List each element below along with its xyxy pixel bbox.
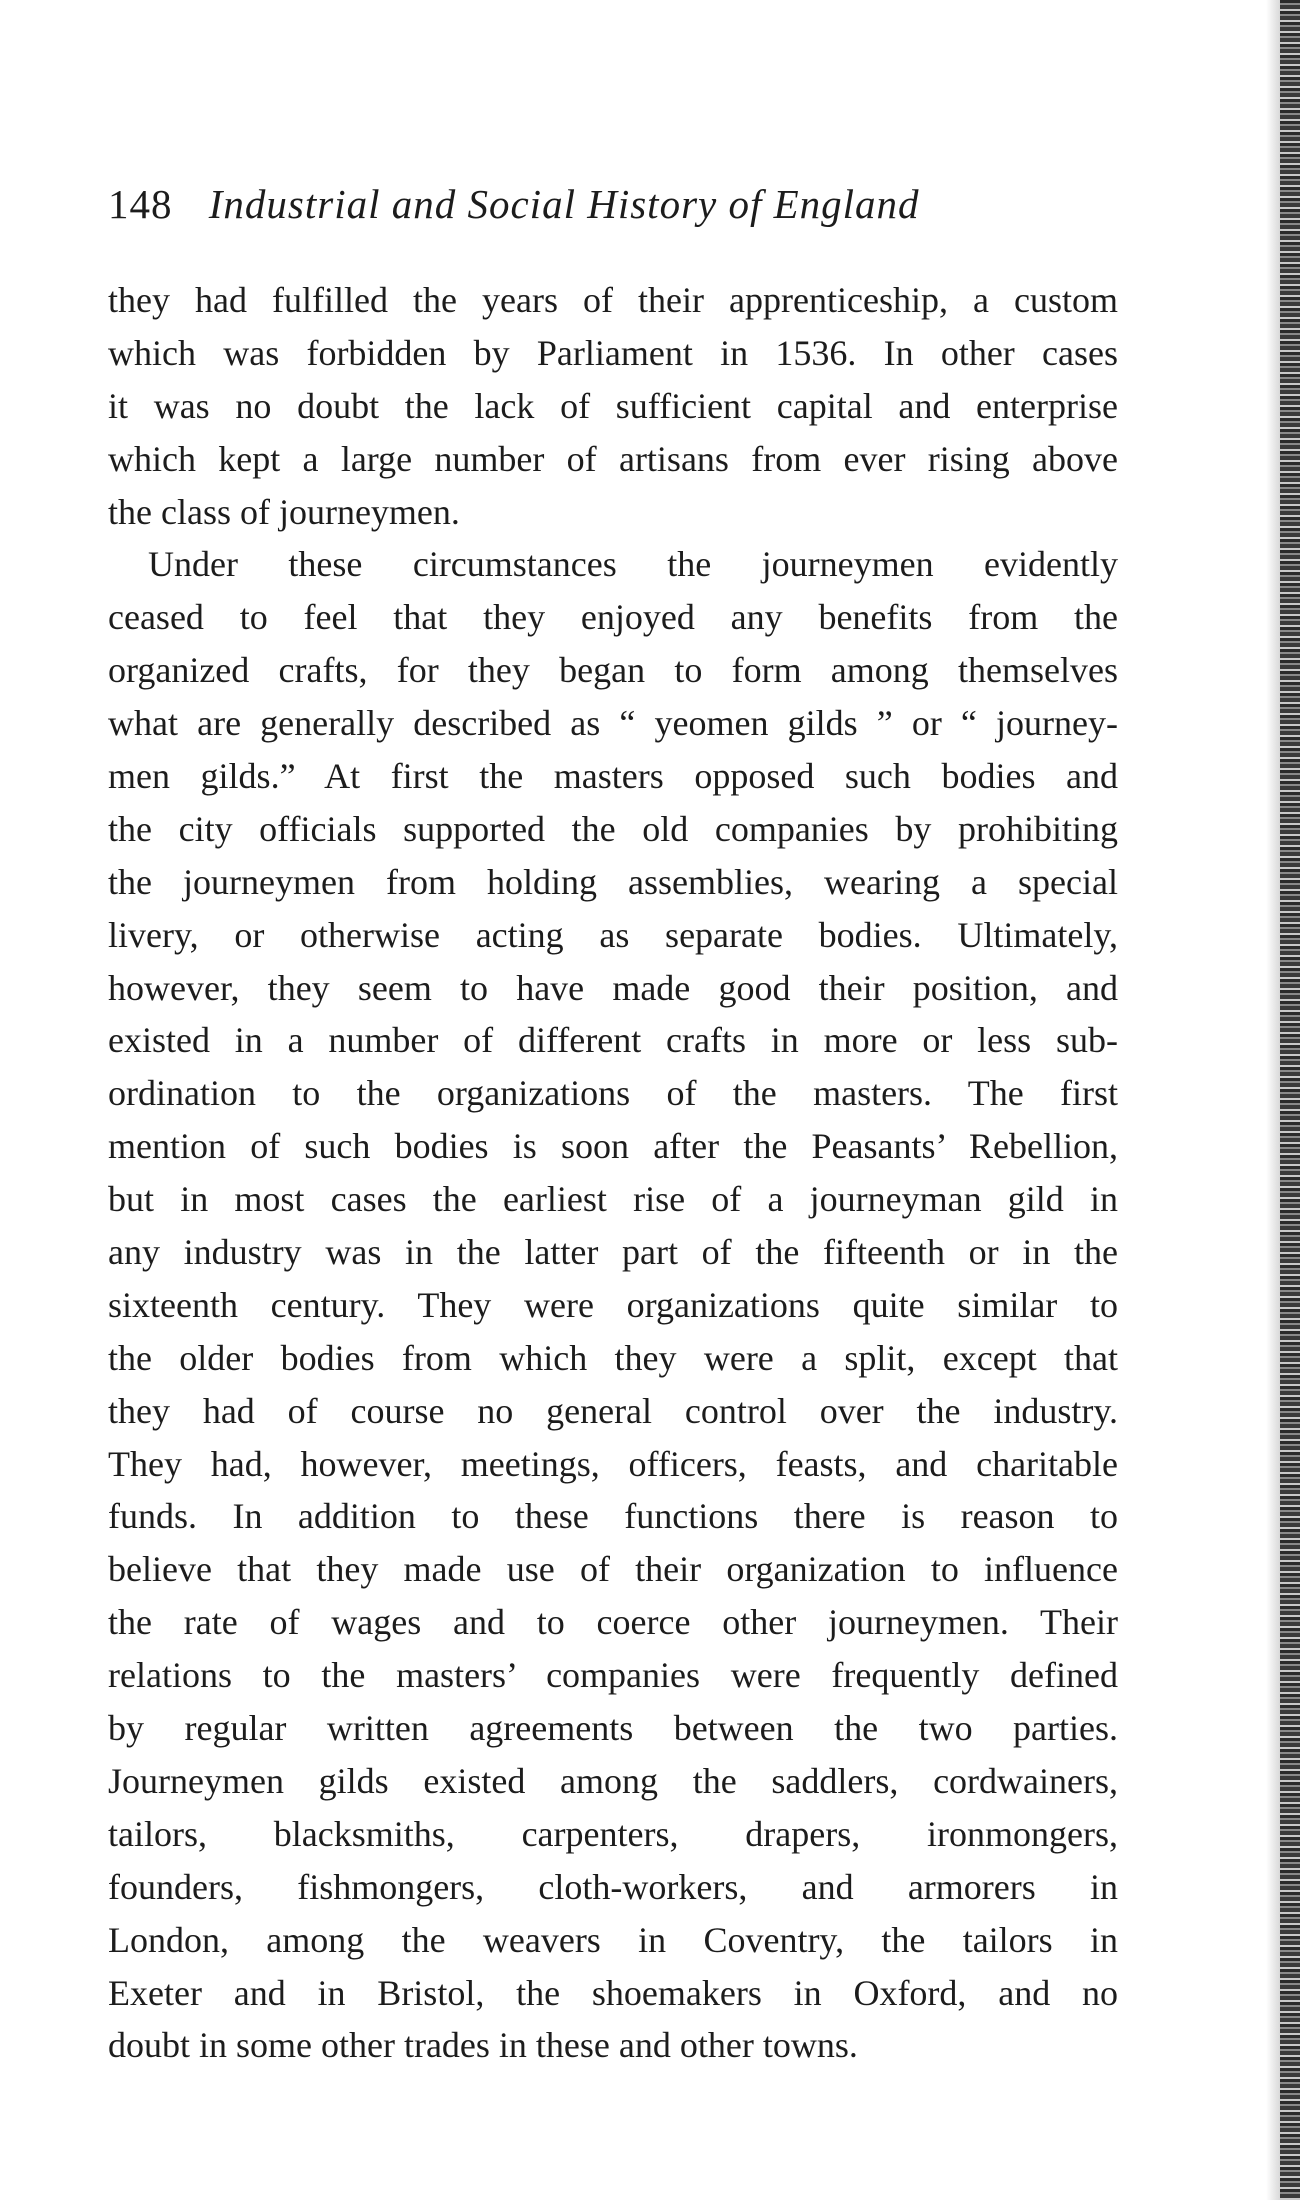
- text-line: organized crafts, for they began to form among themselves: [108, 650, 1118, 691]
- text-line: the journeymen from holding assemblies, wearing a special: [108, 861, 1118, 902]
- page-edge-shadow: [1266, 0, 1280, 2200]
- page-number: 148: [108, 181, 173, 227]
- text-line: any industry was in the latter part of the fifteenth or in the: [108, 1232, 1118, 1273]
- text-line: men gilds.” At first the masters opposed such bodies and: [108, 756, 1118, 797]
- text-line: London, among the weavers in Coventry, the tailors in: [108, 1919, 1118, 1960]
- text-line: the class of journeymen.: [108, 491, 460, 532]
- text-line: sixteenth century. They were organizations quite similar to: [108, 1284, 1118, 1325]
- text-line: existed in a number of different crafts in more or less sub-: [108, 1020, 1118, 1061]
- text-line: what are generally described as “ yeomen gilds ” or “ journey-: [108, 703, 1118, 744]
- text-line: livery, or otherwise acting as separate bodies. Ultimately,: [108, 914, 1118, 955]
- text-line: tailors, blacksmiths, carpenters, drapers, ironmongers,: [108, 1813, 1118, 1854]
- text-line: relations to the masters’ companies were frequently defined: [108, 1655, 1118, 1696]
- text-line: but in most cases the earliest rise of a journeyman gild in: [108, 1179, 1118, 1220]
- text-line: ordination to the organizations of the masters. The first: [108, 1073, 1118, 1114]
- text-line: believe that they made use of their organization to influence: [108, 1549, 1118, 1590]
- text-line: ceased to feel that they enjoyed any benefits from the: [108, 597, 1118, 638]
- running-header: [108, 178, 1108, 230]
- text-line: They had, however, meetings, officers, feasts, and charitable: [108, 1443, 1118, 1484]
- text-line: doubt in some other trades in these and other towns.: [108, 2025, 858, 2066]
- body-text: [108, 274, 1118, 2072]
- book-binding-edge: [1280, 0, 1300, 2200]
- text-line: mention of such bodies is soon after the Peasants’ Rebellion,: [108, 1126, 1118, 1167]
- text-line: which kept a large number of artisans from ever rising above: [108, 438, 1118, 479]
- text-line: they had of course no general control over the industry.: [108, 1390, 1118, 1431]
- text-line: however, they seem to have made good their position, and: [108, 967, 1118, 1008]
- text-line: Exeter and in Bristol, the shoemakers in Oxford, and no: [108, 1972, 1118, 2013]
- text-line: funds. In addition to these functions there is reason to: [108, 1496, 1118, 1537]
- text-line: Journeymen gilds existed among the saddlers, cordwainers,: [108, 1760, 1118, 1801]
- text-line: the rate of wages and to coerce other journeymen. Their: [108, 1602, 1118, 1643]
- text-line: by regular written agreements between the two parties.: [108, 1708, 1118, 1749]
- text-line: founders, fishmongers, cloth-workers, and armorers in: [108, 1866, 1118, 1907]
- text-line: they had fulfilled the years of their apprenticeship, a custom: [108, 280, 1118, 320]
- text-line: the city officials supported the old companies by prohibiting: [108, 808, 1118, 849]
- text-line: Under these circumstances the journeymen evidently: [148, 544, 1118, 585]
- text-line: which was forbidden by Parliament in 1536. In other cases: [108, 332, 1118, 373]
- text-line: the older bodies from which they were a split, except that: [108, 1337, 1118, 1378]
- text-line: it was no doubt the lack of sufficient capital and enterprise: [108, 385, 1118, 426]
- running-title: Industrial and Social History of England: [208, 181, 920, 227]
